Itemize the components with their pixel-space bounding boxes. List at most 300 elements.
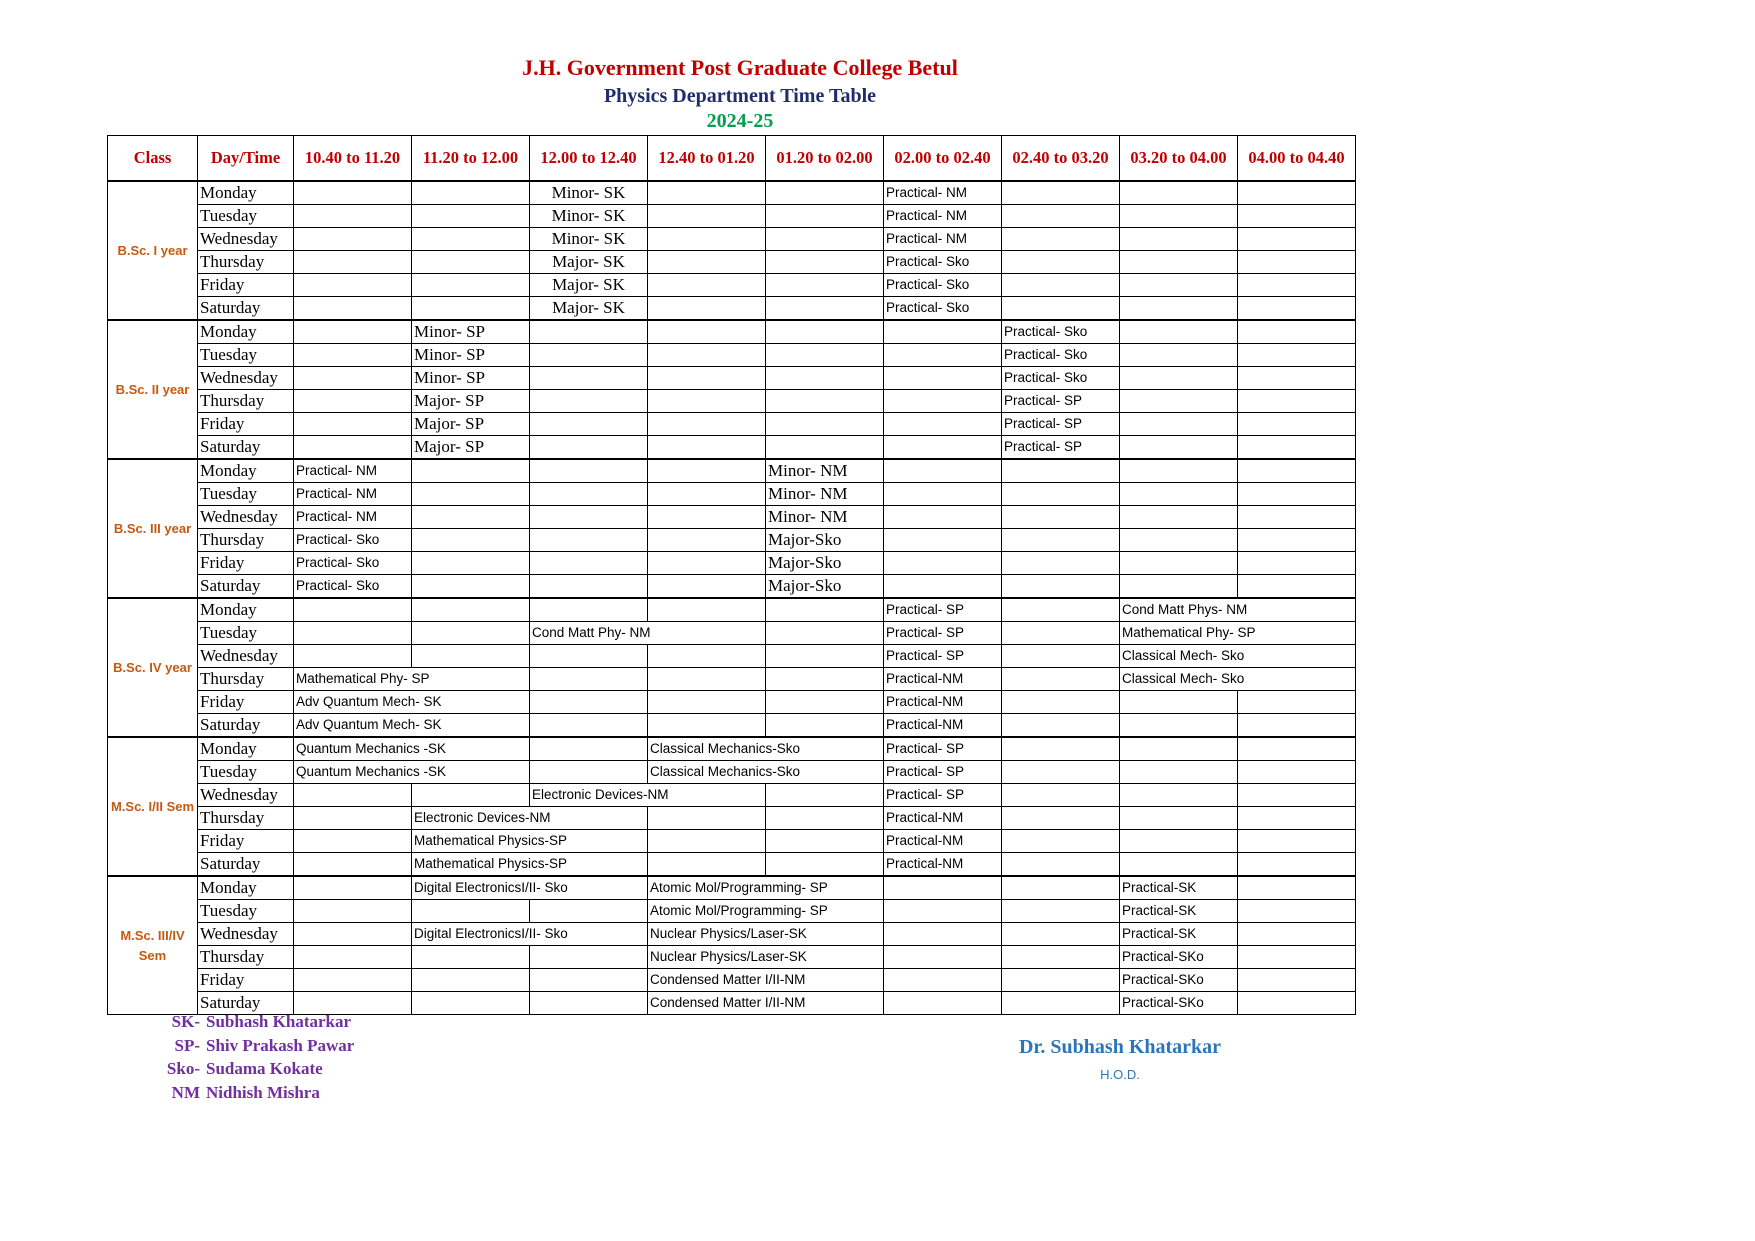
class-label: B.Sc. III year xyxy=(108,459,198,598)
day-label: Tuesday xyxy=(198,205,294,228)
empty-slot xyxy=(1238,761,1356,784)
empty-slot xyxy=(294,853,412,877)
class-session: Digital ElectronicsI/II- Sko xyxy=(412,923,648,946)
empty-slot xyxy=(648,413,766,436)
class-session: Digital ElectronicsI/II- Sko xyxy=(412,876,648,900)
empty-slot xyxy=(530,737,648,761)
empty-slot xyxy=(1238,413,1356,436)
empty-slot xyxy=(1002,830,1120,853)
empty-slot xyxy=(530,598,648,622)
class-session: Practical- SP xyxy=(884,598,1002,622)
empty-slot xyxy=(1238,483,1356,506)
class-session: Classical Mechanics-Sko xyxy=(648,737,884,761)
day-label: Saturday xyxy=(198,297,294,321)
empty-slot xyxy=(294,320,412,344)
empty-slot xyxy=(1002,737,1120,761)
empty-slot xyxy=(412,251,530,274)
empty-slot xyxy=(1238,506,1356,529)
class-session: Condensed Matter I/II-NM xyxy=(648,969,884,992)
empty-slot xyxy=(884,344,1002,367)
empty-slot xyxy=(1238,876,1356,900)
class-session: Mathematical Phy- SP xyxy=(1120,622,1356,645)
day-label: Saturday xyxy=(198,714,294,738)
empty-slot xyxy=(1002,900,1120,923)
class-session: Cond Matt Phys- NM xyxy=(1120,598,1356,622)
empty-slot xyxy=(530,900,648,923)
empty-slot xyxy=(1238,575,1356,599)
table-row xyxy=(108,297,1356,321)
class-session: Practical- Sko xyxy=(1002,367,1120,390)
empty-slot xyxy=(1120,761,1238,784)
empty-slot xyxy=(1120,367,1238,390)
empty-slot xyxy=(294,946,412,969)
empty-slot xyxy=(1120,506,1238,529)
legend-teacher-name: Shiv Prakash Pawar xyxy=(206,1035,355,1055)
table-row xyxy=(108,737,1356,761)
empty-slot xyxy=(412,900,530,923)
table-row xyxy=(108,506,1356,529)
class-session: Minor- SK xyxy=(530,181,648,205)
class-session: Major-Sko xyxy=(766,552,884,575)
empty-slot xyxy=(1002,552,1120,575)
table-row xyxy=(108,923,1356,946)
empty-slot xyxy=(766,344,884,367)
class-session: Quantum Mechanics -SK xyxy=(294,761,530,784)
empty-slot xyxy=(294,598,412,622)
day-label: Monday xyxy=(198,320,294,344)
empty-slot xyxy=(412,274,530,297)
table-row xyxy=(108,807,1356,830)
table-row xyxy=(108,622,1356,645)
table-row xyxy=(108,390,1356,413)
class-session: Minor- NM xyxy=(766,459,884,483)
empty-slot xyxy=(1238,205,1356,228)
empty-slot xyxy=(1120,390,1238,413)
empty-slot xyxy=(1238,436,1356,460)
empty-slot xyxy=(648,853,766,877)
empty-slot xyxy=(530,483,648,506)
empty-slot xyxy=(1238,552,1356,575)
empty-slot xyxy=(294,807,412,830)
empty-slot xyxy=(648,668,766,691)
empty-slot xyxy=(1002,483,1120,506)
empty-slot xyxy=(530,436,648,460)
empty-slot xyxy=(766,622,884,645)
empty-slot xyxy=(1002,529,1120,552)
empty-slot xyxy=(412,297,530,321)
class-session: Practical-SK xyxy=(1120,923,1238,946)
table-row xyxy=(108,830,1356,853)
empty-slot xyxy=(884,459,1002,483)
column-header: 10.40 to 11.20 xyxy=(294,136,412,182)
empty-slot xyxy=(294,228,412,251)
day-label: Friday xyxy=(198,691,294,714)
empty-slot xyxy=(648,483,766,506)
legend-item xyxy=(150,1010,354,1034)
empty-slot xyxy=(294,390,412,413)
column-header: 02.40 to 03.20 xyxy=(1002,136,1120,182)
empty-slot xyxy=(1002,251,1120,274)
empty-slot xyxy=(1002,946,1120,969)
empty-slot xyxy=(1002,969,1120,992)
class-session: Practical- SP xyxy=(884,737,1002,761)
empty-slot xyxy=(1120,413,1238,436)
table-row xyxy=(108,969,1356,992)
class-session: Practical-NM xyxy=(884,691,1002,714)
class-session: Classical Mechanics-Sko xyxy=(648,761,884,784)
empty-slot xyxy=(530,714,648,738)
table-row xyxy=(108,714,1356,738)
empty-slot xyxy=(766,390,884,413)
empty-slot xyxy=(1002,853,1120,877)
empty-slot xyxy=(1120,320,1238,344)
empty-slot xyxy=(1238,992,1356,1015)
empty-slot xyxy=(412,784,530,807)
empty-slot xyxy=(648,367,766,390)
empty-slot xyxy=(648,459,766,483)
day-label: Wednesday xyxy=(198,923,294,946)
class-label: B.Sc. I year xyxy=(108,181,198,320)
class-session: Nuclear Physics/Laser-SK xyxy=(648,946,884,969)
timetable-header-row xyxy=(108,136,1356,182)
empty-slot xyxy=(766,228,884,251)
empty-slot xyxy=(530,691,648,714)
day-label: Monday xyxy=(198,876,294,900)
class-session: Practical- NM xyxy=(884,228,1002,251)
day-label: Friday xyxy=(198,969,294,992)
class-session: Practical- NM xyxy=(294,483,412,506)
class-session: Minor- SP xyxy=(412,344,530,367)
empty-slot xyxy=(766,784,884,807)
empty-slot xyxy=(884,552,1002,575)
class-session: Major-Sko xyxy=(766,529,884,552)
empty-slot xyxy=(884,413,1002,436)
day-label: Tuesday xyxy=(198,622,294,645)
class-session: Practical- SP xyxy=(884,784,1002,807)
empty-slot xyxy=(884,367,1002,390)
empty-slot xyxy=(1238,830,1356,853)
empty-slot xyxy=(648,297,766,321)
empty-slot xyxy=(294,645,412,668)
table-row xyxy=(108,413,1356,436)
empty-slot xyxy=(1002,459,1120,483)
column-header: 12.00 to 12.40 xyxy=(530,136,648,182)
class-session: Practical- Sko xyxy=(294,575,412,599)
timetable-body xyxy=(108,181,1356,1015)
table-row xyxy=(108,205,1356,228)
empty-slot xyxy=(530,992,648,1015)
column-header: 01.20 to 02.00 xyxy=(766,136,884,182)
empty-slot xyxy=(1120,853,1238,877)
empty-slot xyxy=(648,714,766,738)
day-label: Saturday xyxy=(198,853,294,877)
empty-slot xyxy=(1238,853,1356,877)
class-session: Practical-NM xyxy=(884,830,1002,853)
class-session: Practical-NM xyxy=(884,668,1002,691)
empty-slot xyxy=(294,784,412,807)
empty-slot xyxy=(1120,830,1238,853)
teacher-legend xyxy=(150,1010,354,1104)
table-row xyxy=(108,784,1356,807)
empty-slot xyxy=(412,205,530,228)
legend-teacher-name: Subhash Khatarkar xyxy=(206,1012,352,1031)
empty-slot xyxy=(648,344,766,367)
day-label: Wednesday xyxy=(198,645,294,668)
class-session: Practical-SKo xyxy=(1120,946,1238,969)
empty-slot xyxy=(648,228,766,251)
empty-slot xyxy=(1120,807,1238,830)
empty-slot xyxy=(648,830,766,853)
empty-slot xyxy=(412,969,530,992)
table-row xyxy=(108,459,1356,483)
table-row xyxy=(108,483,1356,506)
class-session: Minor- NM xyxy=(766,483,884,506)
empty-slot xyxy=(1002,645,1120,668)
class-session: Major- SP xyxy=(412,390,530,413)
empty-slot xyxy=(884,876,1002,900)
empty-slot xyxy=(648,506,766,529)
empty-slot xyxy=(1238,714,1356,738)
legend-abbreviation: Sko- xyxy=(166,1059,200,1078)
table-row xyxy=(108,645,1356,668)
empty-slot xyxy=(1002,691,1120,714)
empty-slot xyxy=(294,900,412,923)
empty-slot xyxy=(1002,205,1120,228)
table-row xyxy=(108,598,1356,622)
class-session: Mathematical Physics-SP xyxy=(412,853,648,877)
class-session: Practical- SP xyxy=(1002,413,1120,436)
legend-abbreviation: SP- xyxy=(174,1035,200,1055)
class-session: Atomic Mol/Programming- SP xyxy=(648,900,884,923)
class-label: M.Sc. I/II Sem xyxy=(108,737,198,876)
empty-slot xyxy=(766,436,884,460)
class-session: Practical- SP xyxy=(884,761,1002,784)
empty-slot xyxy=(1238,946,1356,969)
empty-slot xyxy=(1002,598,1120,622)
class-session: Practical- Sko xyxy=(884,297,1002,321)
table-row xyxy=(108,575,1356,599)
empty-slot xyxy=(412,622,530,645)
empty-slot xyxy=(648,320,766,344)
empty-slot xyxy=(648,251,766,274)
day-label: Monday xyxy=(198,598,294,622)
column-header: 02.00 to 02.40 xyxy=(884,136,1002,182)
day-label: Friday xyxy=(198,274,294,297)
legend-item xyxy=(150,1057,354,1081)
empty-slot xyxy=(648,691,766,714)
day-label: Wednesday xyxy=(198,784,294,807)
class-session: Minor- SK xyxy=(530,228,648,251)
empty-slot xyxy=(766,807,884,830)
empty-slot xyxy=(1120,575,1238,599)
college-title: J.H. Government Post Graduate College Betul xyxy=(522,55,958,80)
empty-slot xyxy=(1238,181,1356,205)
day-label: Thursday xyxy=(198,946,294,969)
empty-slot xyxy=(412,181,530,205)
empty-slot xyxy=(1120,181,1238,205)
empty-slot xyxy=(884,923,1002,946)
empty-slot xyxy=(1002,668,1120,691)
empty-slot xyxy=(766,645,884,668)
empty-slot xyxy=(648,390,766,413)
empty-slot xyxy=(1120,251,1238,274)
empty-slot xyxy=(530,761,648,784)
empty-slot xyxy=(530,645,648,668)
empty-slot xyxy=(530,344,648,367)
class-session: Condensed Matter I/II-NM xyxy=(648,992,884,1015)
empty-slot xyxy=(294,251,412,274)
legend-abbreviation: SK- xyxy=(171,1012,200,1031)
class-session: Practical- NM xyxy=(884,205,1002,228)
empty-slot xyxy=(1238,900,1356,923)
empty-slot xyxy=(766,714,884,738)
empty-slot xyxy=(766,598,884,622)
class-session: Practical-SK xyxy=(1120,900,1238,923)
class-session: Practical- NM xyxy=(294,506,412,529)
table-row xyxy=(108,251,1356,274)
empty-slot xyxy=(1238,367,1356,390)
empty-slot xyxy=(412,459,530,483)
empty-slot xyxy=(1120,344,1238,367)
academic-year: 2024-25 xyxy=(706,110,774,132)
empty-slot xyxy=(884,946,1002,969)
class-session: Practical-SKo xyxy=(1120,992,1238,1015)
empty-slot xyxy=(1002,807,1120,830)
empty-slot xyxy=(530,969,648,992)
empty-slot xyxy=(884,436,1002,460)
class-session: Practical- SP xyxy=(1002,436,1120,460)
empty-slot xyxy=(1238,390,1356,413)
empty-slot xyxy=(766,367,884,390)
day-label: Saturday xyxy=(198,992,294,1015)
day-label: Monday xyxy=(198,737,294,761)
day-label: Thursday xyxy=(198,251,294,274)
day-label: Friday xyxy=(198,830,294,853)
empty-slot xyxy=(530,390,648,413)
day-label: Friday xyxy=(198,552,294,575)
class-session: Major- SK xyxy=(530,251,648,274)
empty-slot xyxy=(294,622,412,645)
empty-slot xyxy=(294,830,412,853)
empty-slot xyxy=(648,645,766,668)
empty-slot xyxy=(1238,923,1356,946)
column-header: 03.20 to 04.00 xyxy=(1120,136,1238,182)
table-row xyxy=(108,228,1356,251)
empty-slot xyxy=(1120,552,1238,575)
empty-slot xyxy=(1238,274,1356,297)
empty-slot xyxy=(766,691,884,714)
class-session: Minor- SP xyxy=(412,320,530,344)
empty-slot xyxy=(1238,297,1356,321)
empty-slot xyxy=(884,390,1002,413)
legend-teacher-name: Sudama Kokate xyxy=(206,1059,323,1078)
empty-slot xyxy=(648,552,766,575)
class-session: Practical- SP xyxy=(884,645,1002,668)
class-session: Practical- Sko xyxy=(1002,320,1120,344)
empty-slot xyxy=(1002,784,1120,807)
day-label: Monday xyxy=(198,181,294,205)
class-session: Major-Sko xyxy=(766,575,884,599)
empty-slot xyxy=(766,668,884,691)
day-label: Tuesday xyxy=(198,344,294,367)
empty-slot xyxy=(1002,714,1120,738)
empty-slot xyxy=(1238,459,1356,483)
legend-abbreviation: NM xyxy=(171,1082,200,1102)
empty-slot xyxy=(648,274,766,297)
empty-slot xyxy=(294,969,412,992)
table-row xyxy=(108,181,1356,205)
empty-slot xyxy=(766,181,884,205)
column-header: Class xyxy=(108,136,198,182)
empty-slot xyxy=(530,529,648,552)
empty-slot xyxy=(1238,691,1356,714)
class-session: Practical-SK xyxy=(1120,876,1238,900)
empty-slot xyxy=(294,297,412,321)
empty-slot xyxy=(766,297,884,321)
empty-slot xyxy=(1120,691,1238,714)
empty-slot xyxy=(1120,459,1238,483)
empty-slot xyxy=(1120,529,1238,552)
empty-slot xyxy=(648,529,766,552)
empty-slot xyxy=(884,529,1002,552)
empty-slot xyxy=(1238,529,1356,552)
empty-slot xyxy=(294,413,412,436)
empty-slot xyxy=(1238,737,1356,761)
empty-slot xyxy=(412,575,530,599)
class-session: Practical- Sko xyxy=(884,274,1002,297)
empty-slot xyxy=(1002,622,1120,645)
empty-slot xyxy=(1120,205,1238,228)
empty-slot xyxy=(530,413,648,436)
empty-slot xyxy=(648,205,766,228)
empty-slot xyxy=(412,529,530,552)
empty-slot xyxy=(412,506,530,529)
day-label: Friday xyxy=(198,413,294,436)
table-row xyxy=(108,761,1356,784)
table-row xyxy=(108,367,1356,390)
empty-slot xyxy=(530,506,648,529)
class-session: Practical- Sko xyxy=(294,552,412,575)
empty-slot xyxy=(766,830,884,853)
empty-slot xyxy=(1238,344,1356,367)
class-label: B.Sc. II year xyxy=(108,320,198,459)
empty-slot xyxy=(648,575,766,599)
empty-slot xyxy=(1002,761,1120,784)
class-session: Atomic Mol/Programming- SP xyxy=(648,876,884,900)
day-label: Wednesday xyxy=(198,228,294,251)
legend-teacher-name: Nidhish Mishra xyxy=(206,1082,320,1102)
empty-slot xyxy=(1002,575,1120,599)
class-session: Minor- SP xyxy=(412,367,530,390)
class-session: Minor- NM xyxy=(766,506,884,529)
empty-slot xyxy=(884,320,1002,344)
empty-slot xyxy=(412,483,530,506)
table-row xyxy=(108,529,1356,552)
class-session: Practical- NM xyxy=(294,459,412,483)
class-session: Quantum Mechanics -SK xyxy=(294,737,530,761)
class-session: Major- SP xyxy=(412,413,530,436)
empty-slot xyxy=(294,367,412,390)
empty-slot xyxy=(1120,737,1238,761)
table-row xyxy=(108,691,1356,714)
empty-slot xyxy=(1002,992,1120,1015)
table-row xyxy=(108,320,1356,344)
legend-item xyxy=(150,1081,354,1105)
class-session: Practical-NM xyxy=(884,714,1002,738)
empty-slot xyxy=(294,436,412,460)
table-row xyxy=(108,876,1356,900)
hod-signature-name: Dr. Subhash Khatarkar xyxy=(1018,1036,1222,1058)
